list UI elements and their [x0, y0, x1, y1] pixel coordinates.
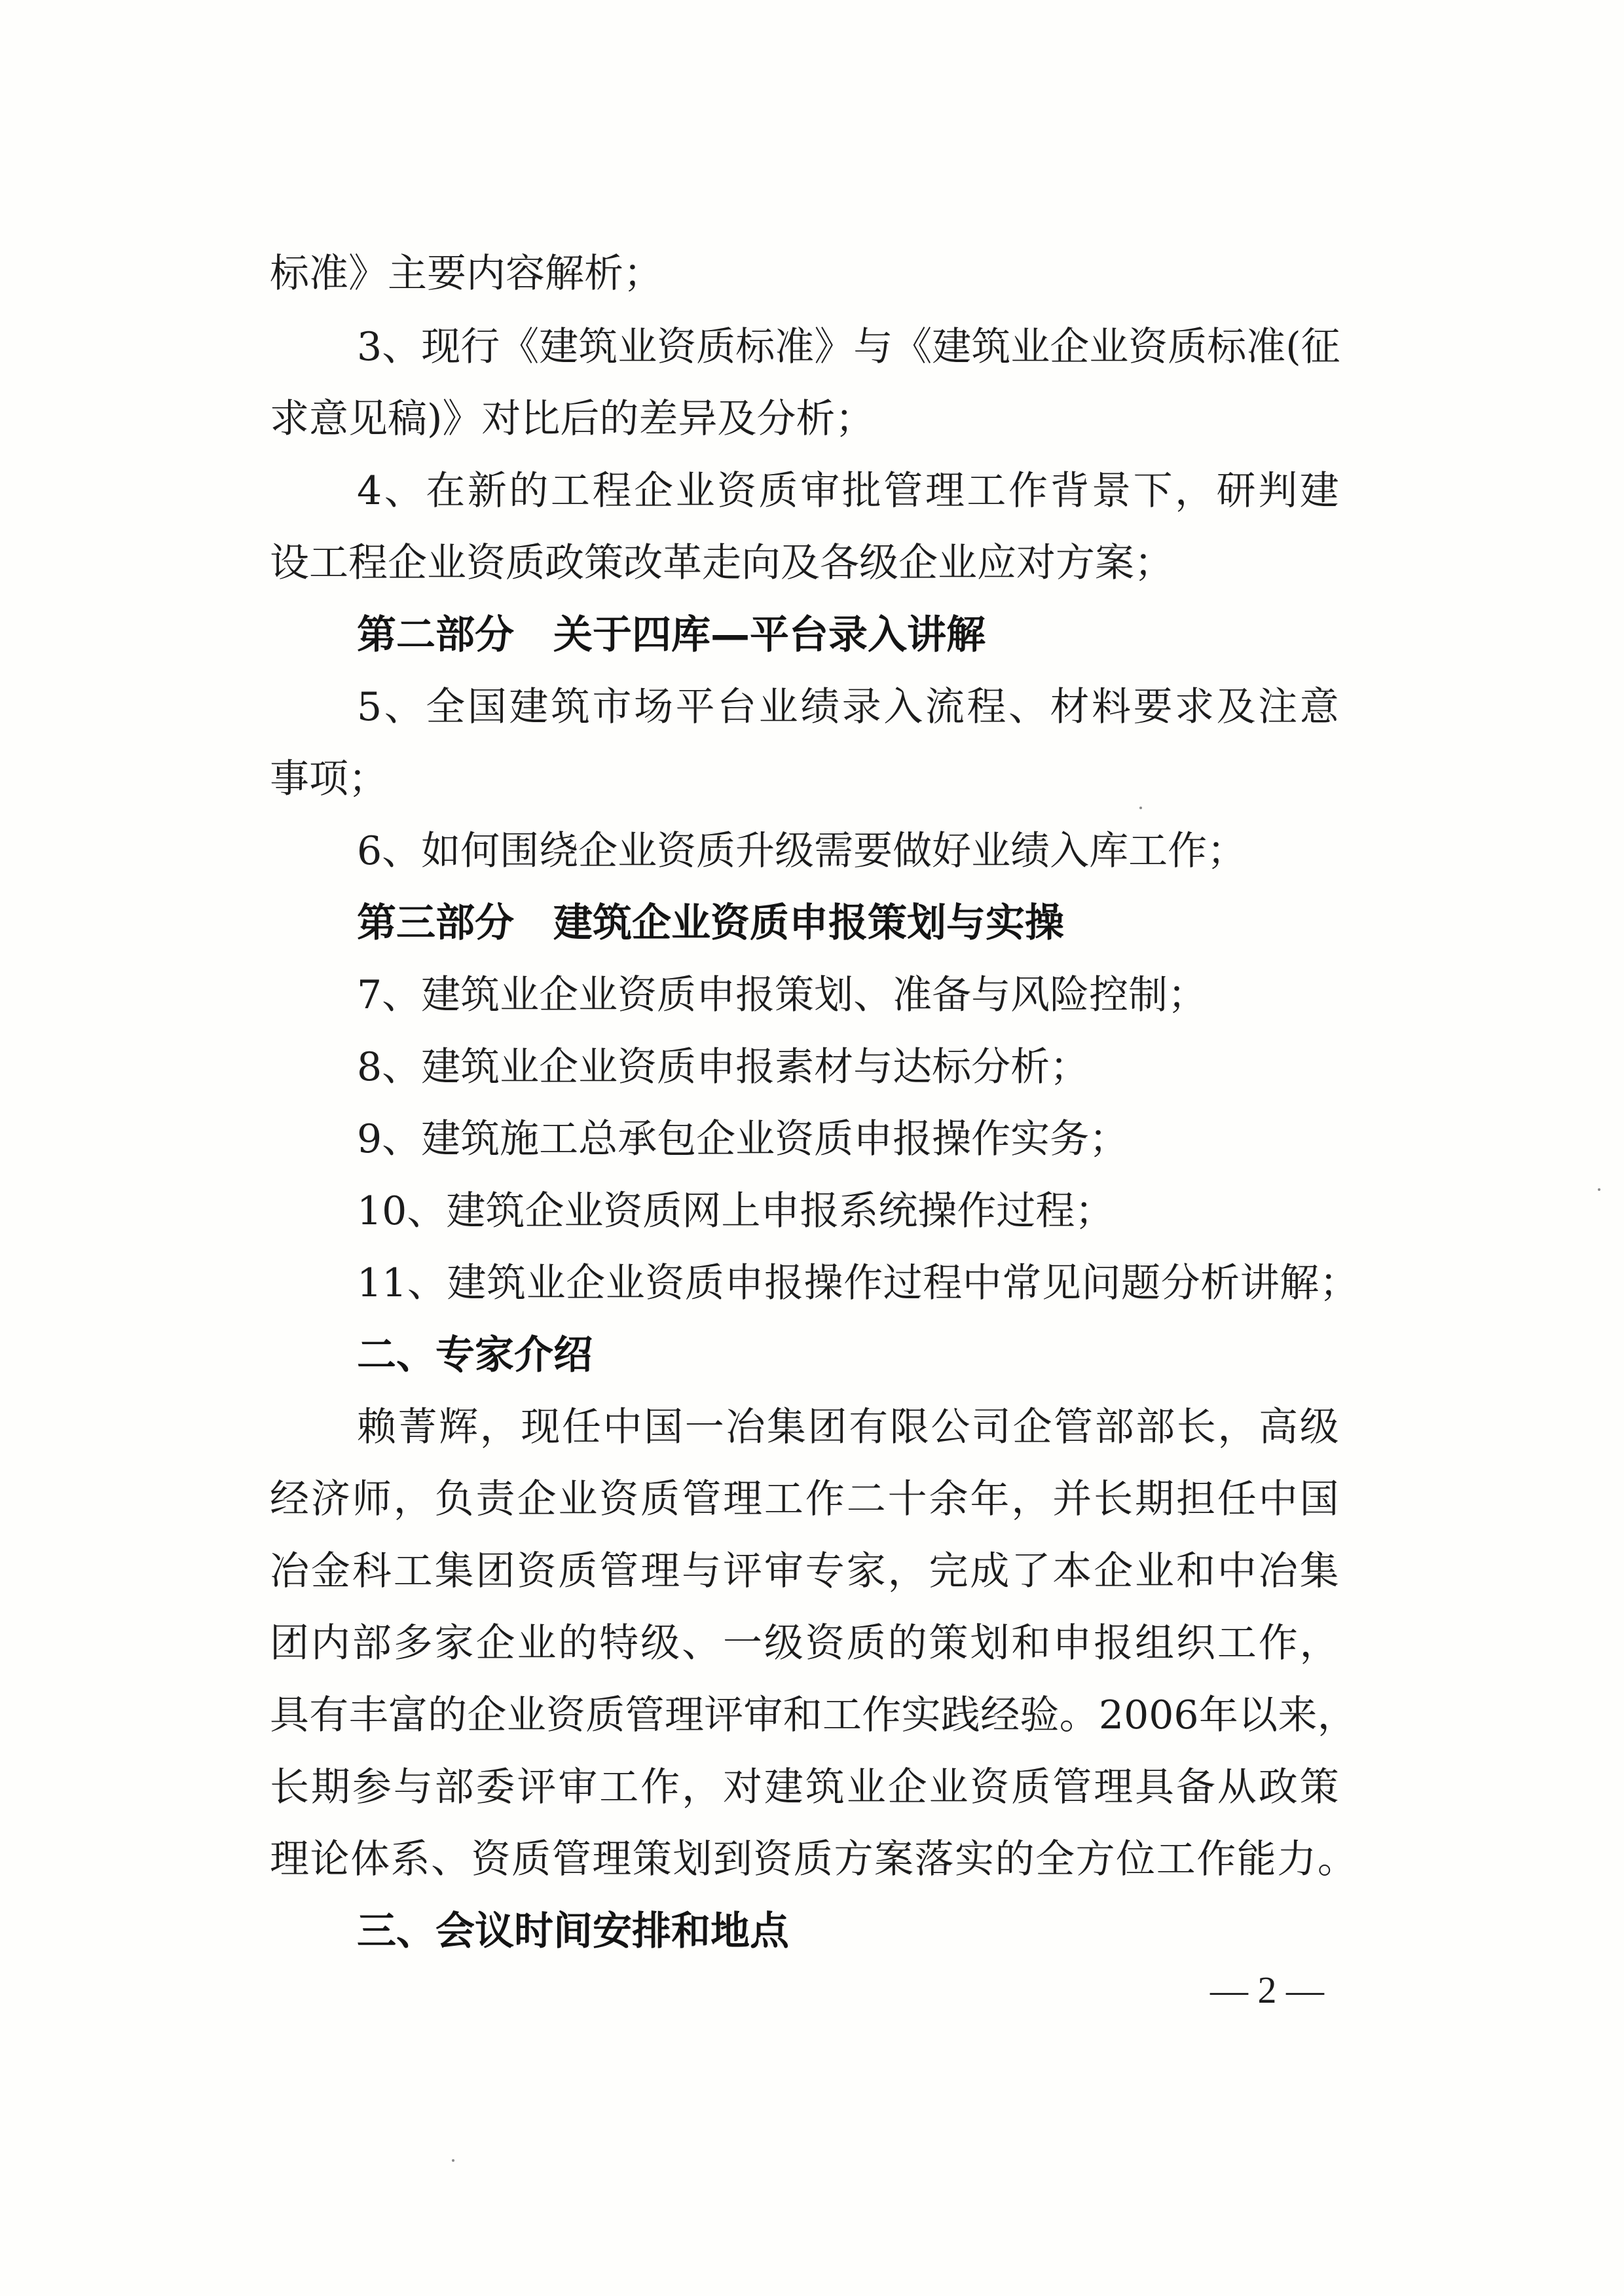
text-line: 9、建筑施工总承包企业资质申报操作实务； [357, 1116, 1129, 1162]
text-line: 7、建筑业企业资质申报策划、准备与风险控制； [357, 972, 1208, 1018]
scan-speck [1598, 1188, 1600, 1191]
text-line: 标准》主要内容解析； [270, 251, 663, 297]
section-heading: 第二部分 关于四库—平台录入讲解 [357, 612, 986, 658]
text-line: 3 、 现 行 《 建 筑 业 资 质 标 准 》 与 《 建 筑 业 企 业 资 质 标 准 ( 征 [357, 324, 1340, 370]
text-line: 11 、 建 筑 业 企 业 资 质 申 报 操 作 过 程 中 常 见 问 题 分 析 讲 解 ； [357, 1260, 1359, 1306]
scan-speck [1139, 807, 1142, 809]
text-line: 6、如何围绕企业资质升级需要做好业绩入库工作； [357, 828, 1247, 874]
text-line: 5 、 全 国 建 筑 市 场 平 台 业 绩 录 入 流 程 、 材 料 要 求 及 注 意 [357, 684, 1339, 730]
text-line: 团 内 部 多 家 企 业 的 特 级 、 一 级 资 质 的 策 划 和 申 报 组 织 工 作 ， [270, 1620, 1339, 1666]
text-line: 赖 菁 辉 ， 现 任 中 国 一 冶 集 团 有 限 公 司 企 管 部 部 长 ， 高 级 [357, 1404, 1339, 1450]
text-line: 10、建筑企业资质网上申报系统操作过程； [357, 1188, 1115, 1234]
page-number: — 2 — [1210, 1969, 1324, 2011]
text-line: 理 论 体 系 、 资 质 管 理 策 划 到 资 质 方 案 落 实 的 全 方 位 工 作 能 力 。 [270, 1836, 1357, 1882]
text-line: 8、建筑业企业资质申报素材与达标分析； [357, 1044, 1090, 1090]
text-line: 具 有 丰 富 的 企 业 资 质 管 理 评 审 和 工 作 实 践 经 验 。 2006 年 以 来 ， [270, 1692, 1357, 1738]
text-line: 设工程企业资质政策改革走向及各级企业应对方案； [270, 540, 1173, 586]
text-line: 4 、 在 新 的 工 程 企 业 资 质 审 批 管 理 工 作 背 景 下 ， 研 判 建 [357, 468, 1339, 514]
text-line: 求意见稿)》对比后的差异及分析； [270, 396, 875, 442]
text-line: 长 期 参 与 部 委 评 审 工 作 ， 对 建 筑 业 企 业 资 质 管 理 具 备 从 政 策 [270, 1764, 1339, 1810]
section-heading: 三、会议时间安排和地点 [357, 1908, 789, 1954]
text-line: 冶 金 科 工 集 团 资 质 管 理 与 评 审 专 家 ， 完 成 了 本 企 业 和 中 冶 集 [270, 1548, 1339, 1594]
section-heading: 二、专家介绍 [357, 1332, 593, 1378]
text-line: 事项； [270, 756, 388, 802]
scan-speck [452, 2159, 454, 2162]
section-heading: 第三部分 建筑企业资质申报策划与实操 [357, 900, 1064, 946]
text-line: 经 济 师 ， 负 责 企 业 资 质 管 理 工 作 二 十 余 年 ， 并 长 期 担 任 中 国 [270, 1476, 1339, 1522]
